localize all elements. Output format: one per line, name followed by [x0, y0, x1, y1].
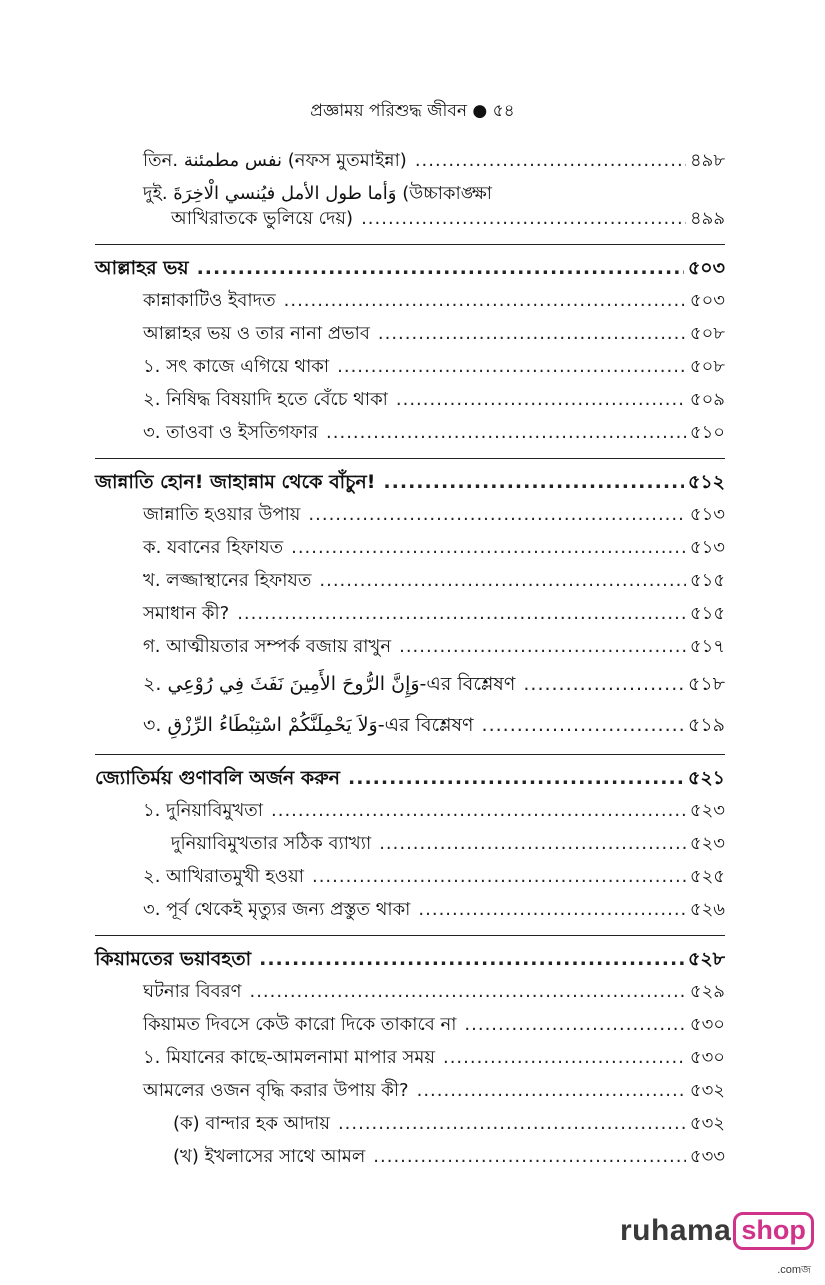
toc-entry-row: [95, 1113, 725, 1135]
dot-leader: [338, 1113, 686, 1135]
dot-leader: [361, 208, 686, 230]
toc-entry-title: ২. নিষিদ্ধ বিষয়াদি হতে বেঁচে থাকা: [143, 389, 388, 410]
toc-entry-title: ক. যবানের হিফাযত: [143, 537, 284, 558]
toc-entry-title: (ক) বান্দার হক আদায়: [173, 1113, 330, 1134]
toc-page-number: ৫২৮: [687, 948, 725, 970]
toc-entry-title: আমলের ওজন বৃদ্ধি করার উপায় কী?: [143, 1080, 409, 1101]
dot-leader: [271, 800, 686, 822]
toc-page-number: ৫১০: [689, 422, 725, 443]
toc-entry-row: [95, 150, 725, 172]
toc-entry-title: গ. আত্মীয়তার সম্পর্ক বজায় রাখুন: [143, 636, 392, 657]
toc-entry-row: [95, 603, 725, 625]
toc-entry-row: [95, 899, 725, 921]
toc-page-number: ৫১৩: [689, 537, 725, 558]
toc-entry-row: [95, 356, 725, 378]
toc-page-number: ৫৩০: [689, 1047, 725, 1068]
toc-entry-row: [95, 570, 725, 592]
logo-text-shop: [733, 1212, 814, 1276]
toc-entry-row: [95, 323, 725, 345]
toc-page-number: ৫১৮: [688, 673, 725, 695]
toc-entry-title: ৩. পূর্ব থেকেই মৃত্যুর জন্য প্রস্তুত থাকা: [143, 899, 411, 920]
toc-entry-title: ১. দুনিয়াবিমুখতা: [143, 800, 264, 821]
toc-entry-title: ১. সৎ কাজে এগিয়ে থাকা: [143, 356, 330, 377]
toc-page-number: ৫০৮: [689, 323, 725, 344]
toc-chapter-row: [95, 754, 725, 789]
toc-entry-title: আল্লাহর ভয় ও তার নানা প্রভাব: [143, 323, 370, 344]
toc-entry-title: কিয়ামতের ভয়াবহতা: [95, 948, 252, 970]
toc-page-number: ৫০৯: [689, 389, 725, 410]
toc-entry-title: জ্যোতির্ময় গুণাবলি অর্জন করুন: [95, 767, 341, 789]
toc-page-number: ৪৯৮: [689, 150, 725, 171]
toc-page-number: ৫০৩: [687, 257, 725, 279]
toc-entry-title: খ. লজ্জাস্থানের হিফাযত: [143, 570, 312, 591]
toc-entry-title: আখিরাতকে ভুলিয়ে দেয়): [171, 208, 354, 229]
toc-entry-title: আল্লাহর ভয়: [95, 257, 189, 279]
toc-entry-row: [95, 208, 725, 230]
toc-entry-row: [95, 537, 725, 559]
toc-page-number: ৫৩২: [689, 1113, 725, 1134]
toc-entry-row: [95, 981, 725, 1003]
dot-leader: [326, 422, 686, 444]
toc-page-number: ৫১৩: [689, 504, 725, 525]
toc-entry-title: (খ) ইখলাসের সাথে আমল: [173, 1146, 366, 1167]
dot-leader: [197, 257, 684, 279]
toc-entry-row: [95, 669, 725, 699]
dot-leader: [417, 1080, 686, 1102]
toc-page-number: ৫২৩: [689, 833, 725, 854]
dot-leader: [379, 833, 686, 855]
toc-chapter-row: [95, 935, 725, 970]
toc-entry-row: [95, 290, 725, 312]
toc-page-number: ৫৩৩: [689, 1146, 725, 1167]
dot-leader: [383, 471, 684, 493]
toc-page-number: ৫১৫: [689, 603, 725, 624]
running-header: প্রজ্ঞাময় পরিশুদ্ধ জীবন ● ৫৪: [310, 101, 515, 121]
toc-chapter-row: [95, 244, 725, 279]
logo-text-ruhama: ruhama: [620, 1214, 732, 1247]
toc-entry-title: ১. মিযানের কাছে-আমলনামা মাপার সময়: [143, 1047, 435, 1068]
toc-entry-row: [95, 422, 725, 444]
dot-leader: [378, 323, 686, 345]
dot-leader: [259, 948, 684, 970]
logo-suffix: .comজ: [777, 1264, 811, 1276]
dot-leader: [319, 570, 686, 592]
toc-entry-title: কান্নাকাটিও ইবাদত: [143, 290, 276, 311]
toc-entry-title: দুনিয়াবিমুখতার সঠিক ব্যাখ্যা: [171, 833, 372, 854]
toc-entry-title: জান্নাতি হওয়ার উপায়: [143, 504, 301, 525]
dot-leader: [396, 389, 686, 411]
dot-leader: [348, 767, 684, 789]
toc-page-number: ৫১৫: [689, 570, 725, 591]
toc-page-number: ৫১২: [687, 471, 725, 493]
toc-entry-title: ২. আখিরাতমুখী হওয়া: [143, 866, 304, 887]
dot-leader: [291, 537, 686, 559]
toc-entry-title: সমাধান কী?: [143, 603, 230, 624]
toc-page-number: ৫২১: [687, 767, 725, 789]
dot-leader: [308, 504, 686, 526]
toc-entry-title: ঘটনার বিবরণ: [143, 981, 242, 1002]
toc-page-number: ৫১৯: [688, 714, 725, 736]
toc-page-number: ৫২৩: [689, 800, 725, 821]
dot-leader: [312, 866, 686, 888]
toc-page-number: ৫৩২: [689, 1080, 725, 1101]
toc-page-number: ৫০৮: [689, 356, 725, 377]
dot-leader: [399, 636, 686, 658]
table-of-contents: [95, 150, 725, 1179]
toc-entry-row: [95, 710, 725, 740]
dot-leader: [418, 899, 686, 921]
dot-leader: [464, 1014, 685, 1036]
toc-entry-row: [95, 1146, 725, 1168]
toc-page-number: ৪৯৯: [689, 208, 725, 229]
toc-entry-row: [95, 183, 725, 205]
toc-page-number: ৫৩০: [689, 1014, 725, 1035]
toc-entry-row: [95, 389, 725, 411]
dot-leader: [523, 669, 684, 699]
toc-entry-row: [95, 1080, 725, 1102]
toc-entry-title: ২. وَإِنَّ الرُّوحَ الأَمِينَ نَفَثَ فِي رُوْعِي-এর বিশ্লেষণ: [143, 673, 516, 695]
dot-leader: [337, 356, 686, 378]
toc-entry-row: [95, 504, 725, 526]
dot-leader: [415, 150, 686, 172]
dot-leader: [443, 1047, 686, 1069]
toc-page-number: ৫০৩: [689, 290, 725, 311]
toc-entry-title: ৩. তাওবা ও ইসতিগফার: [143, 422, 319, 443]
toc-entry-row: [95, 1014, 725, 1036]
dot-leader: [249, 981, 685, 1003]
toc-entry-title: কিয়ামত দিবসে কেউ কারো দিকে তাকাবে না: [143, 1014, 457, 1035]
logo-shop-label: shop: [741, 1215, 806, 1245]
dot-leader: [237, 603, 686, 625]
toc-entry-row: [95, 833, 725, 855]
toc-page-number: ৫২৯: [689, 981, 725, 1002]
toc-entry-title: ৩. وَلاَ يَحْمِلَنَّكُمْ اسْتِبْطَاءُ الرِّزْقِ-এর বিশ্লেষণ: [143, 714, 474, 736]
toc-chapter-row: [95, 458, 725, 493]
toc-page-number: ৫১৭: [689, 636, 725, 657]
toc-entry-row: [95, 1047, 725, 1069]
toc-page-number: ৫২৫: [689, 866, 725, 887]
toc-entry-title: জান্নাতি হোন! জাহান্নাম থেকে বাঁচুন!: [95, 471, 376, 493]
dot-leader: [482, 710, 684, 740]
toc-entry-row: [95, 866, 725, 888]
toc-page-number: ৫২৬: [689, 899, 725, 920]
toc-entry-title: দুই. وَأما طول الأمل فيُنسي الْاخِرَةَ (উচ্চাকাঙ্ক্ষা: [143, 183, 492, 204]
toc-entry-row: [95, 800, 725, 822]
dot-leader: [284, 290, 686, 312]
dot-leader: [373, 1146, 686, 1168]
ruhamashop-watermark-logo: [620, 1210, 814, 1276]
toc-entry-title: তিন. نفس مطمئنة (নফস মুতমাইন্না): [143, 150, 407, 171]
toc-entry-row: [95, 636, 725, 658]
